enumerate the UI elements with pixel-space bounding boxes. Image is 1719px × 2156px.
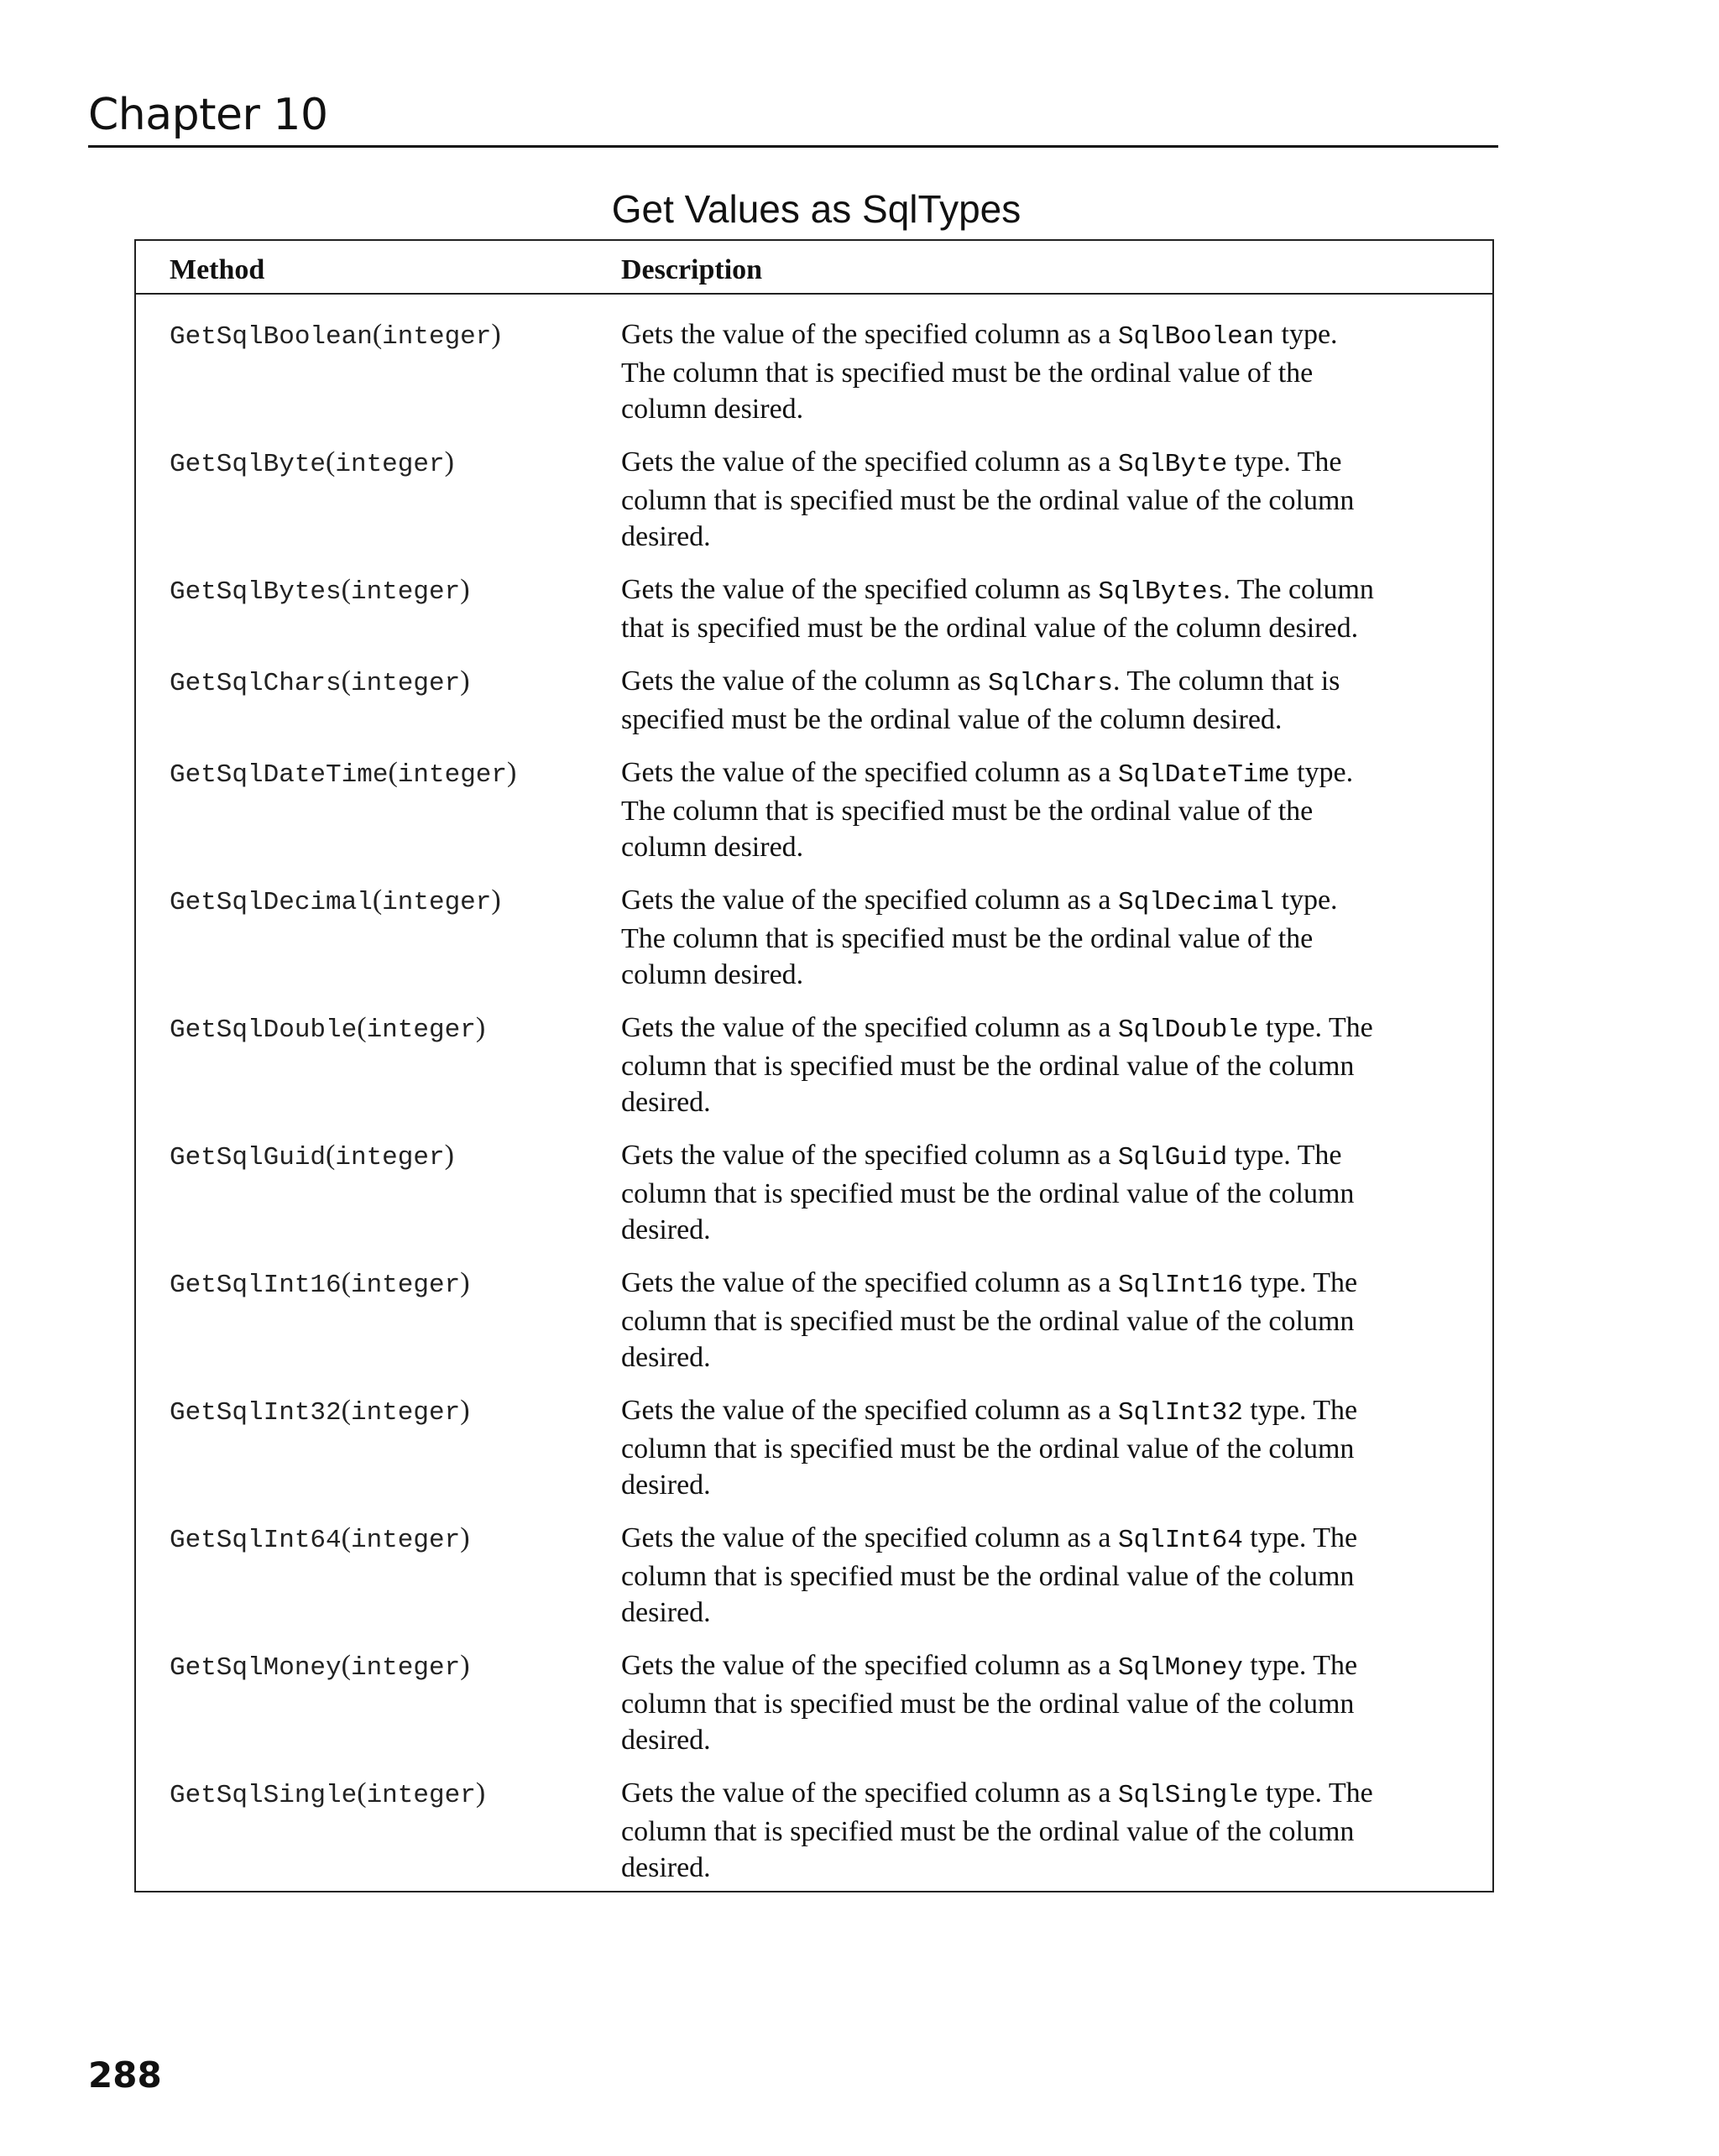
method-description bbox=[621, 1137, 1469, 1248]
description-line bbox=[621, 921, 1469, 957]
method-description bbox=[621, 882, 1469, 993]
open-paren: ( bbox=[326, 1140, 336, 1171]
method-signature bbox=[170, 1137, 454, 1176]
open-paren: ( bbox=[372, 319, 383, 350]
description-text: The column that is specified must be the ordinal value of the bbox=[621, 358, 1314, 389]
column-header-method: Method bbox=[170, 254, 265, 285]
description-line bbox=[621, 1722, 1469, 1758]
description-text: The column that is specified must be the ordinal value of the bbox=[621, 796, 1314, 827]
open-paren: ( bbox=[372, 885, 383, 916]
method-name: GetSqlChars bbox=[170, 669, 342, 698]
chapter-header bbox=[88, 88, 1498, 148]
table-row bbox=[136, 1520, 1492, 1630]
description-text: Gets the value of the specified column as a bbox=[621, 1140, 1118, 1171]
close-paren: ) bbox=[475, 1778, 486, 1809]
open-paren: ( bbox=[388, 757, 398, 788]
description-text: . The column that is bbox=[1112, 666, 1340, 697]
open-paren: ( bbox=[357, 1012, 367, 1043]
open-paren: ( bbox=[341, 1650, 351, 1681]
description-text: . The column bbox=[1223, 574, 1374, 605]
method-name: GetSqlSingle bbox=[170, 1781, 358, 1810]
table-row bbox=[136, 1647, 1492, 1757]
description-line bbox=[621, 1850, 1469, 1886]
method-name: GetSqlBytes bbox=[170, 577, 342, 607]
sql-type-code: SqlInt32 bbox=[1117, 1398, 1243, 1428]
method-description bbox=[621, 663, 1469, 738]
description-line bbox=[621, 1212, 1469, 1248]
description-text: Gets the value of the specified column as a bbox=[621, 319, 1118, 350]
table-row bbox=[136, 572, 1492, 645]
description-line bbox=[621, 483, 1469, 519]
chapter-title: Chapter 10 bbox=[88, 90, 328, 140]
close-paren: ) bbox=[460, 666, 470, 697]
description-line bbox=[621, 610, 1469, 646]
table-row bbox=[136, 1010, 1492, 1120]
table-row bbox=[136, 316, 1492, 426]
description-text: Gets the value of the specified column as a bbox=[621, 1395, 1118, 1426]
description-text: Gets the value of the specified column as a bbox=[621, 1012, 1118, 1043]
open-paren: ( bbox=[341, 574, 351, 605]
close-paren: ) bbox=[491, 885, 501, 916]
description-line bbox=[621, 1084, 1469, 1120]
method-signature bbox=[170, 663, 470, 702]
method-description bbox=[621, 754, 1469, 865]
description-line bbox=[621, 1010, 1469, 1048]
table-row bbox=[136, 1392, 1492, 1502]
close-paren: ) bbox=[444, 446, 454, 478]
method-name: GetSqlDouble bbox=[170, 1015, 358, 1045]
description-line bbox=[621, 355, 1469, 391]
description-text: type. The bbox=[1258, 1012, 1373, 1043]
description-line bbox=[621, 1392, 1469, 1431]
description-text: column desired. bbox=[621, 394, 804, 425]
description-line bbox=[621, 1520, 1469, 1558]
description-text: Gets the value of the specified column as a bbox=[621, 1267, 1118, 1298]
description-text: column that is specified must be the ordinal value of the column bbox=[621, 485, 1355, 516]
description-line bbox=[621, 1303, 1469, 1339]
description-text: Gets the value of the column as bbox=[621, 666, 989, 697]
sql-type-code: SqlChars bbox=[988, 669, 1113, 698]
open-paren: ( bbox=[341, 1267, 351, 1298]
description-line bbox=[621, 829, 1469, 865]
description-text: type. The bbox=[1258, 1778, 1373, 1809]
description-text: desired. bbox=[621, 1597, 711, 1628]
description-text: desired. bbox=[621, 1214, 711, 1245]
description-line bbox=[621, 316, 1469, 355]
description-line bbox=[621, 957, 1469, 993]
description-line bbox=[621, 1647, 1469, 1686]
method-signature bbox=[170, 572, 470, 610]
sql-type-code: SqlInt16 bbox=[1117, 1271, 1243, 1300]
method-param: integer bbox=[350, 1398, 461, 1428]
description-text: desired. bbox=[621, 521, 711, 552]
method-param: integer bbox=[366, 1015, 476, 1045]
description-line bbox=[621, 663, 1469, 702]
method-param: integer bbox=[350, 1526, 461, 1555]
close-paren: ) bbox=[460, 1395, 470, 1426]
close-paren: ) bbox=[507, 757, 517, 788]
method-param: integer bbox=[335, 1143, 445, 1172]
description-text: desired. bbox=[621, 1852, 711, 1883]
close-paren: ) bbox=[475, 1012, 486, 1043]
method-signature bbox=[170, 1647, 470, 1686]
description-text: column that is specified must be the ordinal value of the column bbox=[621, 1051, 1355, 1082]
description-text: Gets the value of the specified column as a bbox=[621, 446, 1118, 478]
method-param: integer bbox=[382, 888, 492, 917]
close-paren: ) bbox=[460, 1650, 470, 1681]
table-row bbox=[136, 444, 1492, 554]
description-text: column that is specified must be the ordinal value of the column bbox=[621, 1561, 1355, 1592]
description-text: specified must be the ordinal value of the column desired. bbox=[621, 704, 1283, 735]
close-paren: ) bbox=[444, 1140, 454, 1171]
sql-type-code: SqlByte bbox=[1117, 450, 1228, 479]
description-text: Gets the value of the specified column as a bbox=[621, 1522, 1118, 1553]
close-paren: ) bbox=[460, 574, 470, 605]
method-signature bbox=[170, 882, 501, 921]
description-text: desired. bbox=[621, 1342, 711, 1373]
description-line bbox=[621, 519, 1469, 555]
description-text: type. The bbox=[1227, 446, 1342, 478]
description-line bbox=[621, 391, 1469, 427]
sql-type-code: SqlBoolean bbox=[1117, 322, 1274, 352]
open-paren: ( bbox=[341, 666, 351, 697]
method-param: integer bbox=[397, 760, 508, 790]
sql-type-code: SqlInt64 bbox=[1117, 1526, 1243, 1555]
description-text: desired. bbox=[621, 1725, 711, 1756]
method-param: integer bbox=[350, 669, 461, 698]
method-name: GetSqlDateTime bbox=[170, 760, 389, 790]
table-header-row bbox=[136, 241, 1492, 295]
description-line bbox=[621, 1467, 1469, 1503]
open-paren: ( bbox=[326, 446, 336, 478]
column-header-description: Description bbox=[621, 254, 763, 285]
method-description bbox=[621, 1392, 1469, 1503]
description-text: Gets the value of the specified column as a bbox=[621, 757, 1118, 788]
sql-type-code: SqlSingle bbox=[1117, 1781, 1259, 1810]
method-signature bbox=[170, 316, 501, 355]
description-line bbox=[621, 793, 1469, 829]
description-text: Gets the value of the specified column as a bbox=[621, 885, 1118, 916]
method-name: GetSqlInt32 bbox=[170, 1398, 342, 1428]
method-signature bbox=[170, 1265, 470, 1303]
table-row bbox=[136, 754, 1492, 864]
description-line bbox=[621, 444, 1469, 483]
method-signature bbox=[170, 1392, 470, 1431]
open-paren: ( bbox=[341, 1522, 351, 1553]
description-line bbox=[621, 882, 1469, 921]
method-name: GetSqlInt64 bbox=[170, 1526, 342, 1555]
description-line bbox=[621, 1558, 1469, 1595]
page-number: 288 bbox=[88, 2054, 162, 2096]
method-param: integer bbox=[335, 450, 445, 479]
method-signature bbox=[170, 1010, 485, 1048]
description-text: type. The bbox=[1242, 1522, 1358, 1553]
description-text: column that is specified must be the ordinal value of the column bbox=[621, 1178, 1355, 1209]
description-text: column that is specified must be the ordinal value of the column bbox=[621, 1306, 1355, 1337]
sql-type-code: SqlDecimal bbox=[1117, 888, 1274, 917]
description-line bbox=[621, 1431, 1469, 1467]
description-line bbox=[621, 1048, 1469, 1084]
description-text: column that is specified must be the ordinal value of the column bbox=[621, 1816, 1355, 1847]
method-name: GetSqlBoolean bbox=[170, 322, 373, 352]
description-text: desired. bbox=[621, 1087, 711, 1118]
close-paren: ) bbox=[460, 1267, 470, 1298]
description-line bbox=[621, 754, 1469, 793]
description-text: Gets the value of the specified column as bbox=[621, 574, 1099, 605]
description-text: type. bbox=[1289, 757, 1354, 788]
method-name: GetSqlMoney bbox=[170, 1653, 342, 1683]
method-param: integer bbox=[350, 1653, 461, 1683]
method-param: integer bbox=[366, 1781, 476, 1810]
description-line bbox=[621, 1775, 1469, 1814]
description-text: that is specified must be the ordinal value of the column desired. bbox=[621, 613, 1359, 644]
description-text: type. The bbox=[1227, 1140, 1342, 1171]
description-line bbox=[621, 1265, 1469, 1303]
description-text: column desired. bbox=[621, 959, 804, 990]
method-description bbox=[621, 1775, 1469, 1886]
method-signature bbox=[170, 1520, 470, 1558]
description-text: type. bbox=[1274, 319, 1338, 350]
description-line bbox=[621, 1814, 1469, 1850]
method-signature bbox=[170, 444, 454, 483]
method-signature bbox=[170, 754, 516, 793]
description-line bbox=[621, 1686, 1469, 1722]
description-text: type. The bbox=[1242, 1267, 1358, 1298]
close-paren: ) bbox=[491, 319, 501, 350]
description-line bbox=[621, 1339, 1469, 1376]
description-line bbox=[621, 702, 1469, 738]
description-text: type. bbox=[1274, 885, 1338, 916]
description-line bbox=[621, 572, 1469, 610]
description-text: column that is specified must be the ordinal value of the column bbox=[621, 1689, 1355, 1720]
table-body bbox=[136, 316, 1492, 1903]
open-paren: ( bbox=[357, 1778, 367, 1809]
method-param: integer bbox=[350, 1271, 461, 1300]
open-paren: ( bbox=[341, 1395, 351, 1426]
description-text: desired. bbox=[621, 1470, 711, 1501]
description-text: type. The bbox=[1242, 1650, 1358, 1681]
description-text: column desired. bbox=[621, 832, 804, 863]
description-line bbox=[621, 1137, 1469, 1176]
method-description bbox=[621, 1010, 1469, 1120]
method-param: integer bbox=[350, 577, 461, 607]
table-row bbox=[136, 1265, 1492, 1375]
method-description bbox=[621, 316, 1469, 427]
method-name: GetSqlInt16 bbox=[170, 1271, 342, 1300]
description-text: Gets the value of the specified column as a bbox=[621, 1650, 1118, 1681]
close-paren: ) bbox=[460, 1522, 470, 1553]
table-row bbox=[136, 1137, 1492, 1247]
description-line bbox=[621, 1176, 1469, 1212]
table-row bbox=[136, 1775, 1492, 1885]
method-name: GetSqlByte bbox=[170, 450, 327, 479]
table-row bbox=[136, 882, 1492, 992]
sql-type-code: SqlDouble bbox=[1117, 1015, 1259, 1045]
description-text: type. The bbox=[1242, 1395, 1358, 1426]
sql-type-code: SqlGuid bbox=[1117, 1143, 1228, 1172]
method-table bbox=[134, 239, 1494, 1892]
description-text: The column that is specified must be the ordinal value of the bbox=[621, 923, 1314, 954]
method-param: integer bbox=[382, 322, 492, 352]
method-description bbox=[621, 572, 1469, 646]
description-text: Gets the value of the specified column as a bbox=[621, 1778, 1118, 1809]
method-description bbox=[621, 1647, 1469, 1758]
method-description bbox=[621, 444, 1469, 555]
description-text: column that is specified must be the ordinal value of the column bbox=[621, 1433, 1355, 1464]
sql-type-code: SqlDateTime bbox=[1117, 760, 1290, 790]
table-row bbox=[136, 663, 1492, 737]
method-name: GetSqlDecimal bbox=[170, 888, 373, 917]
description-line bbox=[621, 1595, 1469, 1631]
method-description bbox=[621, 1265, 1469, 1376]
table-title: Get Values as SqlTypes bbox=[611, 187, 1021, 231]
method-name: GetSqlGuid bbox=[170, 1143, 327, 1172]
method-signature bbox=[170, 1775, 485, 1814]
method-description bbox=[621, 1520, 1469, 1631]
sql-type-code: SqlBytes bbox=[1098, 577, 1224, 607]
sql-type-code: SqlMoney bbox=[1117, 1653, 1243, 1683]
